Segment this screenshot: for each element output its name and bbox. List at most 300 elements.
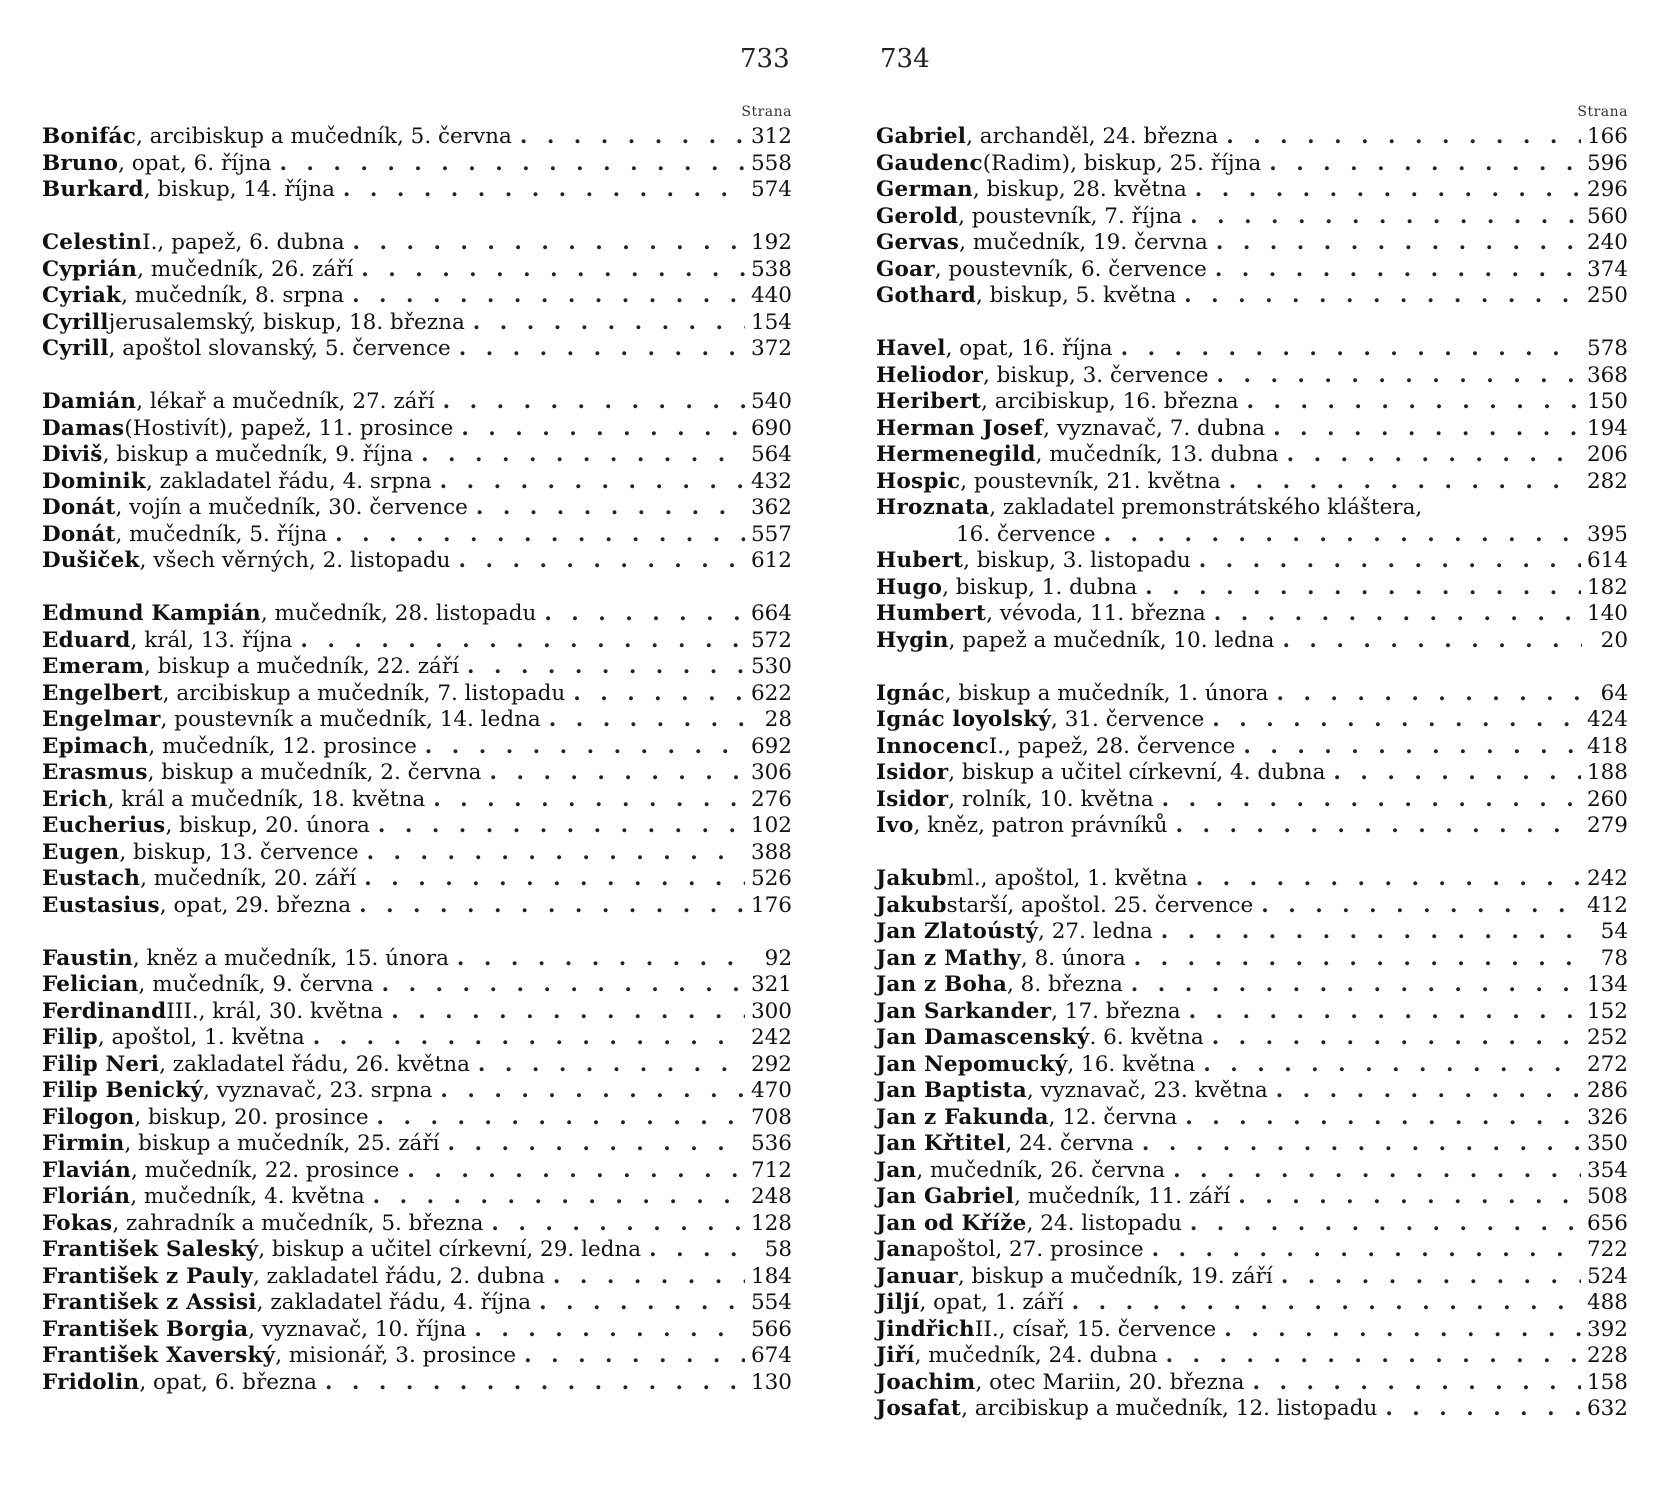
dot-leader: [1173, 1158, 1581, 1185]
index-entry: [876, 734, 1628, 761]
entry-page-number: 536: [750, 1131, 792, 1156]
entry-description: , 31. července: [1051, 707, 1205, 732]
dot-leader: [425, 734, 745, 761]
index-entry: [42, 707, 792, 734]
entry-description: I., papež, 28. července: [988, 733, 1236, 759]
entry-name: Filip: [42, 1025, 98, 1050]
dot-leader: [1261, 893, 1581, 920]
entry-page-number: 578: [1586, 336, 1628, 361]
entry-page-number: 64: [1600, 680, 1628, 706]
entry-description: , vyznavač, 10. října: [248, 1316, 467, 1342]
entry-description: , apoštol, 1. května: [97, 1025, 305, 1050]
dot-leader: [491, 1211, 745, 1238]
dot-leader: [478, 1052, 745, 1079]
entry-description: II., císař, 15. července: [974, 1316, 1217, 1342]
dot-leader: [524, 1343, 745, 1370]
entry-name: Jakub: [876, 866, 947, 891]
index-entry: [876, 1211, 1628, 1238]
entry-name: Faustin: [42, 945, 133, 971]
dot-leader: [1212, 1025, 1581, 1052]
dot-leader: [1281, 1264, 1581, 1291]
entry-description: , 24. června: [1005, 1131, 1134, 1156]
dot-leader: [1276, 681, 1582, 708]
dot-leader: [1226, 124, 1581, 151]
entry-page-number: 395: [1586, 521, 1628, 547]
dot-leader: [373, 1184, 745, 1211]
entry-description: , biskup, 5. května: [975, 283, 1177, 308]
entry-description: , arcibiskup a mučedník, 12. listopadu: [961, 1396, 1378, 1421]
entry-description: , kněz a mučedník, 15. února: [132, 945, 449, 971]
entry-page-number: 564: [750, 442, 792, 467]
dot-leader: [1190, 1211, 1581, 1238]
group-spacer: [876, 840, 1628, 867]
entry-description: , biskup a učitel církevní, 29. ledna: [258, 1237, 642, 1262]
entry-page-number: 572: [750, 627, 792, 653]
dot-leader: [1185, 1105, 1581, 1132]
letter-group: [876, 866, 1628, 1423]
entry-name: Donát: [42, 521, 116, 547]
letter-group: [42, 946, 792, 1397]
index-entry: [42, 787, 792, 814]
entry-name: Fridolin: [42, 1369, 140, 1395]
index-entry: [876, 495, 1628, 522]
index-entry: [876, 628, 1628, 655]
entry-page-number: 312: [750, 124, 792, 149]
entry-page-number: 538: [750, 256, 792, 282]
entry-description: , kněz, patron právníků: [913, 813, 1168, 838]
entry-name: Hugo: [876, 574, 943, 600]
entry-description: , vojín a mučedník, 30. července: [115, 495, 468, 520]
index-entry: [42, 601, 792, 628]
entry-page-number: 228: [1586, 1343, 1628, 1368]
index-column-right: [876, 100, 1628, 1423]
entry-page-number: 58: [764, 1237, 792, 1262]
entry-name: Filip Neri: [42, 1051, 160, 1077]
dot-leader: [421, 442, 745, 469]
entry-page-number: 20: [1600, 627, 1628, 653]
entry-description: , mučedník, 9. června: [138, 972, 374, 997]
index-entry: [42, 1131, 792, 1158]
index-entry: [876, 230, 1628, 257]
index-entry: [42, 310, 792, 337]
index-column-left: [42, 100, 792, 1396]
dot-leader: [1253, 1370, 1581, 1397]
entry-description: , vyznavač, 7. dubna: [1043, 415, 1266, 441]
entry-page-number: 102: [750, 813, 792, 838]
entry-description: , mučedník, 26. června: [916, 1157, 1166, 1183]
index-entry: [42, 548, 792, 575]
entry-page-number: 656: [1586, 1210, 1628, 1236]
index-entry: [876, 1343, 1628, 1370]
entry-description: , mučedník, 19. června: [959, 230, 1208, 255]
entry-page-number: 712: [750, 1157, 792, 1183]
entry-name: Damas: [42, 415, 125, 441]
entry-name: Jan: [876, 1157, 917, 1183]
entry-name: Bruno: [42, 150, 119, 176]
entry-page-number: 374: [1586, 256, 1628, 282]
entry-description: , biskup a mučedník, 2. června: [147, 760, 482, 785]
entry-page-number: 530: [750, 654, 792, 679]
entry-description: , opat, 6. března: [139, 1369, 317, 1395]
entry-description: , mučedník, 4. května: [130, 1184, 365, 1209]
group-spacer: [42, 575, 792, 602]
index-entry: [42, 469, 792, 496]
entry-page-number: 488: [1586, 1290, 1628, 1315]
entry-name: Filogon: [42, 1104, 135, 1130]
entry-name: Cyriak: [42, 283, 122, 308]
index-entry: [42, 681, 792, 708]
entry-description: , biskup a mučedník, 19. září: [957, 1263, 1273, 1289]
entry-page-number: 248: [750, 1184, 792, 1209]
dot-leader: [459, 336, 745, 363]
entry-page-number: 596: [1586, 150, 1628, 176]
dot-leader: [467, 654, 745, 681]
dot-leader: [1131, 972, 1581, 999]
entry-description: , 24. listopadu: [1026, 1210, 1182, 1236]
index-entry: [42, 1078, 792, 1105]
entry-name: Josafat: [876, 1396, 962, 1421]
entry-name: František z Pauly: [42, 1263, 253, 1289]
entry-page-number: 440: [750, 283, 792, 308]
entry-page-number: 282: [1586, 468, 1628, 494]
entry-name: Ferdinand: [42, 998, 167, 1024]
entry-description: , arcibiskup, 16. března: [981, 389, 1239, 414]
dot-leader: [1152, 1237, 1581, 1264]
index-entry: [42, 946, 792, 973]
dot-leader: [440, 1078, 745, 1105]
index-entry: [876, 469, 1628, 496]
dot-leader: [448, 1131, 745, 1158]
dot-leader: [1189, 999, 1581, 1026]
entry-description: 16. července: [956, 521, 1096, 547]
entry-name: Jan z Mathy: [876, 945, 1021, 971]
entry-name: Gabriel: [876, 124, 967, 149]
entry-description: , zakladatel premonstrátského kláštera,: [989, 495, 1423, 520]
entry-page-number: 708: [750, 1104, 792, 1130]
index-entry: [876, 1264, 1628, 1291]
index-entry: [42, 813, 792, 840]
entry-name: Eustach: [42, 866, 141, 891]
index-entry: [876, 522, 1628, 549]
entry-name: German: [876, 177, 973, 202]
entry-description: , biskup, 28. května: [972, 177, 1187, 202]
index-entry: [42, 840, 792, 867]
letter-group: [876, 681, 1628, 840]
entry-name: Ignác loyolský: [876, 707, 1052, 732]
column-header-strana: Strana: [741, 104, 792, 120]
dot-leader: [382, 972, 745, 999]
entry-page-number: 674: [750, 1343, 792, 1368]
entry-description: , poustevník a mučedník, 14. ledna: [160, 707, 541, 732]
dot-leader: [335, 522, 745, 549]
entry-name: Cyprián: [42, 256, 138, 282]
entry-name: Dominik: [42, 468, 146, 494]
dot-leader: [1145, 575, 1581, 602]
index-entry: [42, 1370, 792, 1397]
dot-leader: [1287, 442, 1581, 469]
index-entry: [876, 1025, 1628, 1052]
entry-description: , 16. května: [1067, 1051, 1196, 1077]
index-entry: [876, 601, 1628, 628]
entry-name: Edmund Kampián: [42, 601, 261, 626]
index-entry: [42, 1211, 792, 1238]
entry-page-number: 192: [750, 230, 792, 255]
dot-leader: [440, 469, 745, 496]
index-entry: [42, 893, 792, 920]
entry-page-number: 158: [1586, 1369, 1628, 1395]
entry-name: Jan z Fakunda: [876, 1104, 1049, 1130]
entry-description: , 27. ledna: [1038, 919, 1153, 944]
entry-description: , mučedník, 20. září: [140, 866, 357, 891]
index-entry: [876, 204, 1628, 231]
dot-leader: [1385, 1396, 1581, 1423]
entry-description: , biskup a mučedník, 22. září: [144, 654, 460, 679]
index-entry: [876, 283, 1628, 310]
entry-name: Flavián: [42, 1157, 131, 1183]
index-entry: [42, 628, 792, 655]
entry-name: Hubert: [876, 548, 964, 573]
entry-description: , mučedník, 8. srpna: [121, 283, 345, 308]
entry-page-number: 150: [1586, 389, 1628, 414]
entry-name: Epimach: [42, 733, 149, 759]
entry-name: Heribert: [876, 389, 982, 414]
entry-page-number: 176: [750, 892, 792, 918]
entry-groups: [876, 124, 1628, 1423]
group-spacer: [876, 310, 1628, 337]
dot-leader: [367, 840, 745, 867]
dot-leader: [313, 1025, 745, 1052]
entry-page-number: 354: [1586, 1157, 1628, 1183]
dot-leader: [1229, 469, 1581, 496]
index-entry: [42, 972, 792, 999]
entry-name: Humbert: [876, 601, 987, 626]
entry-groups: [42, 124, 792, 1396]
index-entry: [876, 707, 1628, 734]
dot-leader: [300, 628, 745, 655]
entry-name: Havel: [876, 336, 946, 361]
index-entry: [42, 495, 792, 522]
index-entry: [42, 654, 792, 681]
entry-name: Jiljí: [876, 1290, 920, 1315]
entry-name: Ivo: [876, 813, 914, 838]
index-entry: [42, 1343, 792, 1370]
index-entry: [876, 442, 1628, 469]
index-entry: [42, 1052, 792, 1079]
dot-leader: [433, 787, 745, 814]
entry-page-number: 252: [1586, 1025, 1628, 1050]
index-entry: [42, 257, 792, 284]
index-entry: [42, 1158, 792, 1185]
entry-name: Bonifác: [42, 124, 136, 149]
entry-page-number: 128: [750, 1210, 792, 1236]
index-entry: [876, 575, 1628, 602]
entry-description: , opat, 16. října: [945, 336, 1113, 361]
entry-description: , mučedník, 28. listopadu: [260, 601, 537, 626]
entry-description: , biskup a mučedník, 1. února: [944, 680, 1269, 706]
index-entry: [42, 999, 792, 1026]
entry-name: Jakub: [876, 892, 947, 918]
entry-page-number: 134: [1586, 972, 1628, 997]
entry-name: Heliodor: [876, 362, 983, 388]
entry-name: Firmin: [42, 1131, 125, 1156]
entry-page-number: 632: [1586, 1396, 1628, 1421]
entry-description: , poustevník, 21. května: [960, 468, 1221, 494]
entry-page-number: 560: [1586, 203, 1628, 229]
page-number-right: 734: [880, 44, 930, 74]
entry-name: Jindřich: [876, 1316, 975, 1342]
index-entry: [876, 548, 1628, 575]
index-entry: [876, 1290, 1628, 1317]
entry-page-number: 54: [1600, 919, 1628, 944]
dot-leader: [378, 813, 745, 840]
dot-leader: [364, 866, 745, 893]
dot-leader: [1282, 628, 1582, 655]
entry-description: , vévoda, 11. března: [986, 601, 1206, 626]
dot-leader: [391, 999, 745, 1026]
dot-leader: [1104, 522, 1581, 549]
entry-page-number: 350: [1586, 1131, 1628, 1156]
dot-leader: [1072, 1290, 1581, 1317]
entry-page-number: 130: [750, 1369, 792, 1395]
dot-leader: [573, 681, 745, 708]
entry-page-number: 250: [1586, 283, 1628, 308]
index-entry: [876, 972, 1628, 999]
dot-leader: [1184, 283, 1581, 310]
letter-group: [42, 230, 792, 363]
entry-name: Jan od Kříže: [876, 1210, 1027, 1236]
dot-leader: [473, 310, 745, 337]
entry-description: ml., apoštol, 1. května: [946, 866, 1188, 891]
entry-page-number: 78: [1600, 945, 1628, 971]
entry-description: , vyznavač, 23. května: [1026, 1078, 1268, 1103]
entry-name: Fokas: [42, 1210, 113, 1236]
entry-description: , biskup a mučedník, 25. září: [124, 1131, 440, 1156]
entry-page-number: 664: [750, 601, 792, 626]
entry-name: Gerold: [876, 203, 959, 229]
entry-page-number: 240: [1586, 230, 1628, 255]
entry-name: Jan: [876, 1237, 917, 1262]
index-entry: [876, 416, 1628, 443]
entry-page-number: 372: [750, 336, 792, 361]
entry-name: František Xaverský: [42, 1343, 276, 1368]
entry-page-number: 206: [1586, 442, 1628, 467]
entry-name: Erasmus: [42, 760, 148, 785]
index-entry: [876, 257, 1628, 284]
entry-name: Diviš: [42, 442, 103, 467]
entry-name: Cyrill: [42, 336, 109, 361]
dot-leader: [1224, 1317, 1581, 1344]
index-entry: [876, 893, 1628, 920]
dot-leader: [1276, 1078, 1581, 1105]
index-entry: [876, 1237, 1628, 1264]
dot-leader: [1247, 389, 1581, 416]
dot-leader: [1215, 257, 1581, 284]
entry-name: Joachim: [876, 1369, 976, 1395]
dot-leader: [459, 548, 745, 575]
index-entry: [876, 1158, 1628, 1185]
entry-description: , mučedník, 13. dubna: [1035, 442, 1279, 467]
entry-name: Gaudenc: [876, 150, 983, 176]
entry-description: , biskup, 20. února: [165, 813, 370, 838]
entry-page-number: 554: [750, 1290, 792, 1315]
entry-name: Eugen: [42, 839, 120, 865]
entry-description: , zakladatel řádu, 2. dubna: [252, 1263, 545, 1289]
entry-page-number: 92: [764, 945, 792, 971]
entry-page-number: 392: [1586, 1316, 1628, 1342]
entry-name: Erich: [42, 786, 108, 812]
index-entry: [42, 283, 792, 310]
entry-page-number: 368: [1586, 362, 1628, 388]
entry-name: Burkard: [42, 177, 144, 202]
entry-description: , poustevník, 6. července: [934, 256, 1207, 282]
dot-leader: [553, 1264, 745, 1291]
index-entry: [876, 363, 1628, 390]
index-entry: [42, 442, 792, 469]
letter-group: [876, 124, 1628, 310]
index-entry: [876, 1184, 1628, 1211]
index-entry: [876, 866, 1628, 893]
index-entry: [42, 1237, 792, 1264]
entry-page-number: 362: [750, 495, 792, 520]
index-entry: [42, 734, 792, 761]
entry-description: (Radim), biskup, 25. října: [982, 150, 1262, 176]
entry-description: , lékař a mučedník, 27. září: [136, 389, 435, 414]
dot-leader: [1269, 151, 1581, 178]
index-entry: [42, 1184, 792, 1211]
entry-name: Engelmar: [42, 707, 161, 732]
entry-name: Gothard: [876, 283, 976, 308]
entry-name: Januar: [876, 1263, 958, 1289]
entry-name: Innocenc: [876, 733, 989, 759]
entry-page-number: 566: [750, 1316, 792, 1342]
letter-group: [42, 601, 792, 919]
entry-name: Goar: [876, 256, 935, 282]
dot-leader: [1190, 204, 1581, 231]
entry-page-number: 166: [1586, 124, 1628, 149]
index-entry: [42, 124, 792, 151]
entry-name: Hermenegild: [876, 442, 1036, 467]
index-entry: [876, 681, 1628, 708]
entry-name: Filip Benický: [42, 1078, 204, 1103]
index-entry: [876, 124, 1628, 151]
dot-leader: [1243, 734, 1581, 761]
index-entry: [876, 919, 1628, 946]
entry-description: , apoštol slovanský, 5. července: [108, 336, 451, 361]
entry-name: Hygin: [876, 627, 949, 653]
index-entry: [876, 946, 1628, 973]
index-entry: [42, 522, 792, 549]
entry-description: , zakladatel řádu, 4. srpna: [146, 468, 432, 494]
entry-description: , mučedník, 26. září: [137, 256, 354, 282]
entry-description: starší, apoštol. 25. července: [946, 892, 1254, 918]
entry-page-number: 614: [1586, 548, 1628, 573]
entry-description: , mučedník, 11. září: [1014, 1184, 1231, 1209]
dot-leader: [490, 760, 745, 787]
dot-leader: [325, 1370, 745, 1397]
entry-description: , papež a mučedník, 10. ledna: [948, 627, 1275, 653]
entry-page-number: 279: [1586, 813, 1628, 838]
entry-name: Donát: [42, 495, 116, 520]
entry-name: Engelbert: [42, 680, 163, 706]
dot-leader: [359, 893, 745, 920]
entry-page-number: 194: [1586, 415, 1628, 441]
entry-page-number: 412: [1586, 892, 1628, 918]
entry-description: , 8. února: [1020, 945, 1126, 971]
entry-name: František Borgia: [42, 1316, 249, 1342]
letter-group: [42, 389, 792, 575]
entry-name: Eustasius: [42, 892, 160, 918]
entry-name: Jan Zlatoústý: [876, 919, 1039, 944]
